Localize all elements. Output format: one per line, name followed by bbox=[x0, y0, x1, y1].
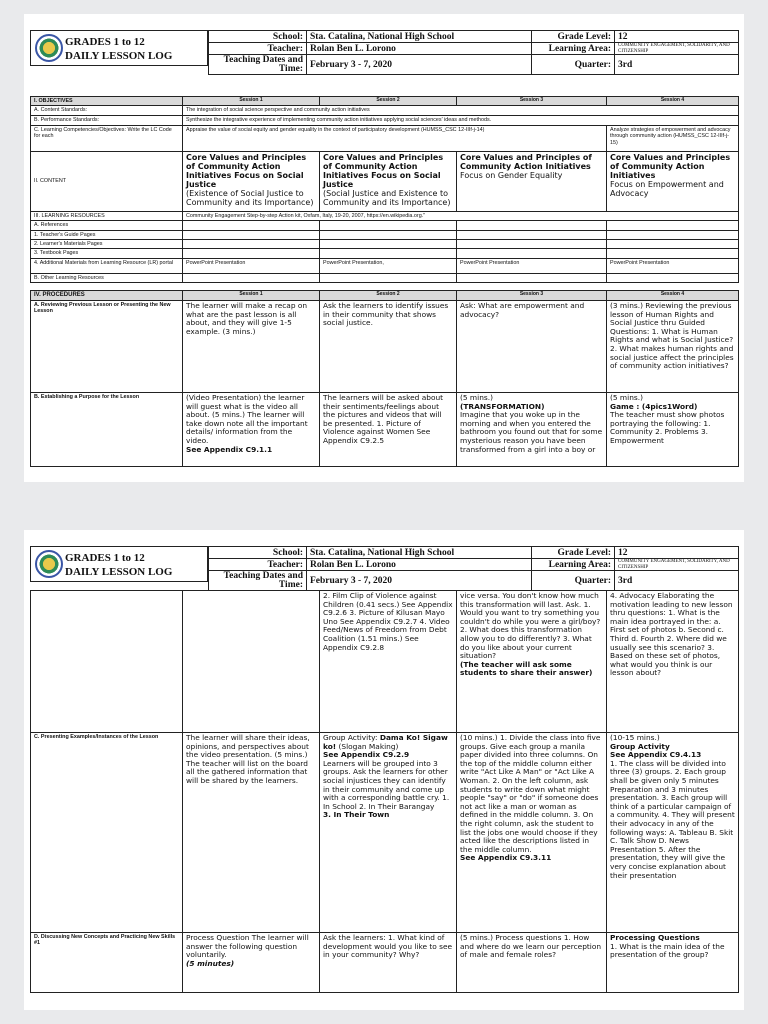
school-value: Sta. Catalina, National High School bbox=[307, 547, 532, 559]
dll-brand-box-2 bbox=[30, 546, 208, 582]
discussing-session-1: Process Question The learner will answer the following question voluntarily. (5 minutes) bbox=[183, 933, 320, 993]
dll-brand-box bbox=[30, 30, 208, 66]
competencies-label: C. Learning Competencies/Objectives: Write the LC Code for each bbox=[31, 125, 183, 151]
content-session-4: Core Values and Principles of Community Action Initiatives Focus on Empowerment and Advocacy bbox=[607, 151, 739, 211]
teacher-label: Teacher: bbox=[209, 559, 307, 571]
learners-materials-label: 2. Learner's Materials Pages bbox=[31, 240, 183, 249]
purpose-session-4: (5 mins.) Game : (4pics1Word) The teacher must show photos portraying the following: 1. Community 2. Problems 3. Empowerment bbox=[607, 393, 739, 467]
discussing-label: D. Discussing New Concepts and Practicing New Skills #1 bbox=[31, 933, 183, 993]
materials-session-2: PowerPoint Presentation, bbox=[320, 258, 457, 273]
dates-label: Teaching Dates and Time: bbox=[209, 571, 307, 591]
teacher-label: Teacher: bbox=[209, 43, 307, 55]
other-resources-label: B. Other Learning Resources bbox=[31, 273, 183, 282]
proc-session-4-header: Session 4 bbox=[607, 291, 739, 301]
proc-session-2-header: Session 2 bbox=[320, 291, 457, 301]
content-standards-text: The integration of social science perspective and community action initiatives bbox=[183, 106, 739, 115]
header-table-2 bbox=[208, 546, 739, 591]
procedures-heading: IV. PROCEDURES bbox=[31, 291, 183, 301]
review-session-2: Ask the learners to identify issues in their community that shows social justice. bbox=[320, 301, 457, 393]
references-label: A. References bbox=[31, 221, 183, 230]
competencies-text: Appraise the value of social equity and gender equality in the context of participatory development (HUMSS_CSC 12-IIIf-j-14) bbox=[183, 125, 607, 151]
cont-session-4: 4. Advocacy Elaborating the motivation leading to new lesson thru questions: 1. What is the main idea portrayed in the: a. First set of photos b. Second c. Third d. Fourth 2. Where did we usually see this scenario? 3. Based on these set of photos, what would you think is our lesson about? bbox=[607, 591, 739, 733]
grade-value: 12 bbox=[615, 31, 739, 43]
discussing-session-2: Ask the learners: 1. What kind of development would you like to see in your community? Why? bbox=[320, 933, 457, 993]
procedures-table-continued bbox=[30, 590, 739, 993]
content-standards-label: A. Content Standards: bbox=[31, 106, 183, 115]
area-value: COMMUNITY ENGAGEMENT, SOLIDARITY, AND CITIZENSHIP bbox=[615, 559, 739, 571]
session-3-header: Session 3 bbox=[457, 97, 607, 106]
grade-label: Grade Level: bbox=[532, 547, 615, 559]
page-1 bbox=[24, 14, 744, 482]
title-line-2: DAILY LESSON LOG bbox=[65, 50, 173, 62]
dates-value: February 3 - 7, 2020 bbox=[307, 55, 532, 75]
area-label: Learning Area: bbox=[532, 43, 615, 55]
examples-session-1: The learner will share their ideas, opinions, and perspectives about the video presentation. (5 mins.) The teacher will list on the board all the gathered information that will be shared by the learners. bbox=[183, 733, 320, 933]
page-2 bbox=[24, 530, 744, 1010]
procedures-table bbox=[30, 290, 739, 467]
materials-session-1: PowerPoint Presentation bbox=[183, 258, 320, 273]
materials-session-4: PowerPoint Presentation bbox=[607, 258, 739, 273]
teacher-value: Rolan Ben L. Lorono bbox=[307, 43, 532, 55]
title-line-1: GRADES 1 to 12 bbox=[65, 36, 145, 48]
cont-session-1 bbox=[183, 591, 320, 733]
proc-session-3-header: Session 3 bbox=[457, 291, 607, 301]
quarter-value: 3rd bbox=[615, 571, 739, 591]
objectives-table bbox=[30, 96, 739, 283]
performance-standards-label: B. Performance Standards: bbox=[31, 115, 183, 125]
content-session-1: Core Values and Principles of Community Action Initiatives Focus on Social Justice (Existence of Social Justice to Community and its Importance) bbox=[183, 151, 320, 211]
teachers-guide-label: 1. Teacher's Guide Pages bbox=[31, 230, 183, 239]
school-label: School: bbox=[209, 547, 307, 559]
title-line-2: DAILY LESSON LOG bbox=[65, 566, 173, 578]
competencies-text-4: Analyze strategies of empowerment and advocacy through community action (HUMSS_CSC 12-IIIf-j-15) bbox=[607, 125, 739, 151]
school-value: Sta. Catalina, National High School bbox=[307, 31, 532, 43]
purpose-session-3: (5 mins.) (TRANSFORMATION) Imagine that you woke up in the morning and when you entered the bathroom you found out that for some mysterious reason you have been transformed from a girl into a boy or bbox=[457, 393, 607, 467]
area-label: Learning Area: bbox=[532, 559, 615, 571]
performance-standards-text: Synthesize the integrative experience of implementing community action initiatives applying social sciences' ideas and methods. bbox=[183, 115, 739, 125]
discussing-session-4: Processing Questions 1. What is the main idea of the presentation of the group? bbox=[607, 933, 739, 993]
purpose-session-2: The learners will be asked about their sentiments/feelings about the pictures and videos that will be presented. 1. Picture of Violence against Women See Appendix C9.2.5 bbox=[320, 393, 457, 467]
session-4-header: Session 4 bbox=[607, 97, 739, 106]
review-session-4: (3 mins.) Reviewing the previous lesson of Human Rights and Social Justice thru Guided Questions: 1. What is Human Rights and what is Social Justice? 2. What makes human rights and social justice affect the principles of community action initiatives? bbox=[607, 301, 739, 393]
examples-label: C. Presenting Examples/Instances of the Lesson bbox=[31, 733, 183, 933]
content-session-3: Core Values and Principles of Community Action Initiatives Focus on Gender Equality bbox=[457, 151, 607, 211]
review-session-1: The learner will make a recap on what are the past lesson is all about, and they will give 1-5 example. (3 mins.) bbox=[183, 301, 320, 393]
quarter-label: Quarter: bbox=[532, 55, 615, 75]
quarter-label: Quarter: bbox=[532, 571, 615, 591]
teacher-value: Rolan Ben L. Lorono bbox=[307, 559, 532, 571]
resources-text: Community Engagement Step-by-step Action kit, Oxfam, Italy, 19-20, 2007, https://en.wikipedia.org." bbox=[183, 211, 739, 220]
dates-label: Teaching Dates and Time: bbox=[209, 55, 307, 75]
area-value: COMMUNITY ENGAGEMENT, SOLIDARITY, AND CITIZENSHIP bbox=[615, 43, 739, 55]
quarter-value: 3rd bbox=[615, 55, 739, 75]
school-label: School: bbox=[209, 31, 307, 43]
cont-session-2: 2. Film Clip of Violence against Children (0.41 secs.) See Appendix C9.2.6 3. Picture of Kilusan Mayo Uno See Appendix C9.2.7 4. Video Feed/News of Freedom from Debt Coalition (1.51 mins.) See Appendix C9.2.8 bbox=[320, 591, 457, 733]
purpose-session-1: (Video Presentation) the learner will guest what is the video all about. (5 mins.) The learner will take down note all the important details/ information from the video. See Appendix C9.1.1 bbox=[183, 393, 320, 467]
session-2-header: Session 2 bbox=[320, 97, 457, 106]
grade-value: 12 bbox=[615, 547, 739, 559]
cont-label bbox=[31, 591, 183, 733]
cont-session-3: vice versa. You don't know how much this transformation will last. Ask. 1. Would you want to try something you couldn't do while you were a girl/boy? 2. What does this transformation allow you to do differently? 3. What do you like about your current situation? (The teacher will ask some students to share their answer) bbox=[457, 591, 607, 733]
objectives-heading: I. OBJECTIVES bbox=[31, 97, 183, 106]
purpose-label: B. Establishing a Purpose for the Lesson bbox=[31, 393, 183, 467]
examples-session-3: (10 mins.) 1. Divide the class into five groups. Give each group a manila paper divided into three columns. On the top of the middle column either write "Act Like A Man" or "Act Like A Woman. 2. On the left column, ask students to write down what might people "say" or "do" if someone does not act like a man or woman as defined in the middle column. 3. On the right column, ask the student to list the jobs one would choose if they acted like the descriptions listed in the middle column. See Appendix C9.3.11 bbox=[457, 733, 607, 933]
content-session-2: Core Values and Principles of Community Action Initiatives Focus on Social Justice (Social Justice and Existence to Community and its Importance) bbox=[320, 151, 457, 211]
resources-heading: III. LEARNING RESOURCES bbox=[31, 211, 183, 220]
review-session-3: Ask: What are empowerment and advocacy? bbox=[457, 301, 607, 393]
content-label: II. CONTENT bbox=[31, 151, 183, 211]
dates-value: February 3 - 7, 2020 bbox=[307, 571, 532, 591]
deped-seal-icon bbox=[35, 34, 63, 62]
materials-session-3: PowerPoint Presentation bbox=[457, 258, 607, 273]
discussing-session-3: (5 mins.) Process questions 1. How and where do we learn our perception of male and female roles? bbox=[457, 933, 607, 993]
grade-label: Grade Level: bbox=[532, 31, 615, 43]
additional-materials-label: 4. Additional Materials from Learning Resource (LR) portal bbox=[31, 258, 183, 273]
examples-session-2: Group Activity: Dama Ko! Sigaw ko! (Slogan Making) See Appendix C9.2.9 Learners will be grouped into 3 groups. Ask the learners for other social injustices they can identify in their community and come up with a corresponding battle cry. 1. In School 2. In Their Barangay 3. In Their Town bbox=[320, 733, 457, 933]
proc-session-1-header: Session 1 bbox=[183, 291, 320, 301]
session-1-header: Session 1 bbox=[183, 97, 320, 106]
deped-seal-icon bbox=[35, 550, 63, 578]
header-table bbox=[208, 30, 739, 75]
examples-session-4: (10-15 mins.) Group Activity See Appendix C9.4.13 1. The class will be divided into three (3) groups. 2. Each group shall be given only 5 minutes Preparation and 3 minutes presentation. 3. Each group will think of a particular campaign of a community. 4. They will present their advocacy in any of the following ways: A. Tableau B. Skit C. Talk Show D. News Presentation 5. After the presentation, they will give the very concise explanation about their presentation bbox=[607, 733, 739, 933]
review-lesson-label: A. Reviewing Previous Lesson or Presenting the New Lesson bbox=[31, 301, 183, 393]
textbook-pages-label: 3. Textbook Pages bbox=[31, 249, 183, 258]
title-line-1: GRADES 1 to 12 bbox=[65, 552, 145, 564]
